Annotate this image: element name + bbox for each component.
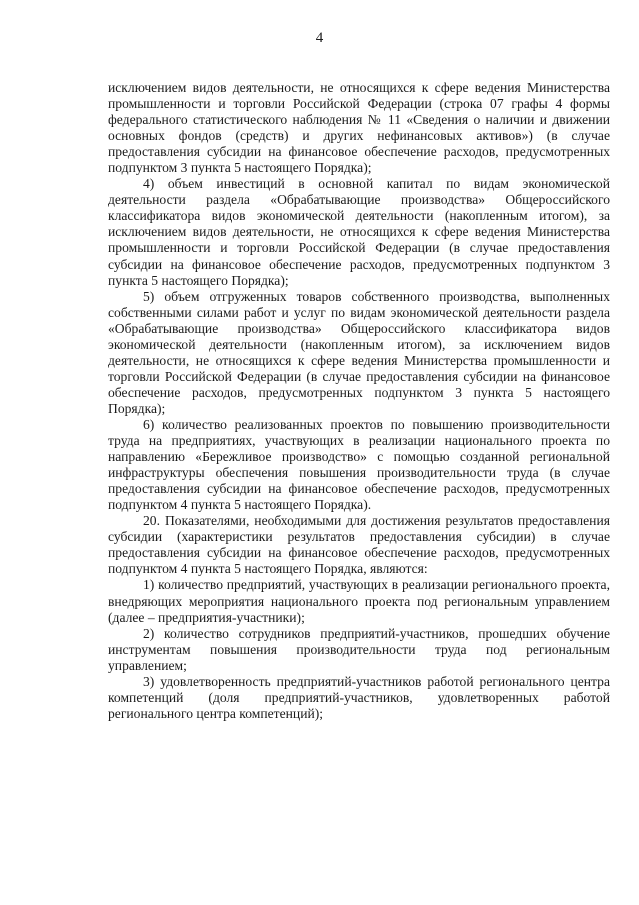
- paragraph-indicator-3: 3) удовлетворенность предприятий-участников работой регионального центра компетенций (доля предприятий-участников, удовлетворенных работой регионального центра компетенций);: [108, 673, 610, 721]
- paragraph-item-4: 4) объем инвестиций в основной капитал по видам экономической деятельности раздела «Обрабатывающие производства» Общероссийского классификатора видов экономической деятельности (накопленным итогом), за исключением видов деятельности, не относящихся к сфере ведения Министерства промышленности и торговли Российской Федерации (в случае предоставления субсидии на финансовое обеспечение расходов, предусмотренных подпунктом 3 пункта 5 настоящего Порядка);: [108, 176, 610, 288]
- paragraph-section-20: 20. Показателями, необходимыми для достижения результатов предоставления субсидии (характеристики результатов предоставления субсидии) в случае предоставления субсидии на финансовое обеспечение расходов, предусмотренных подпунктом 4 пункта 5 настоящего Порядка, являются:: [108, 513, 610, 577]
- paragraph-item-5: 5) объем отгруженных товаров собственного производства, выполненных собственными силами работ и услуг по видам экономической деятельности раздела «Обрабатывающие производства» Общероссийского классификатора видов экономической деятельности (накопленным итогом), за исключением видов деятельности, не относящихся к сфере ведения Министерства промышленности и торговли Российской Федерации (в случае предоставления субсидии на финансовое обеспечение расходов, предусмотренных подпунктом 3 пункта 5 настоящего Порядка);: [108, 288, 610, 416]
- paragraph-indicator-1: 1) количество предприятий, участвующих в реализации регионального проекта, внедряющих мероприятия национального проекта под региональным управлением (далее – предприятия-участники);: [108, 577, 610, 625]
- page-number: 4: [315, 30, 324, 46]
- document-body: [108, 80, 610, 722]
- paragraph-continuation: исключением видов деятельности, не относящихся к сфере ведения Министерства промышленности и торговли Российской Федерации (строка 07 графы 4 формы федерального статистического наблюдения № 11 «Сведения о наличии и движении основных фондов (средств) и других нефинансовых активов») (в случае предоставления субсидии на финансовое обеспечение расходов, предусмотренных подпунктом 3 пункта 5 настоящего Порядка);: [108, 80, 610, 176]
- paragraph-indicator-2: 2) количество сотрудников предприятий-участников, прошедших обучение инструментам повышения производительности труда под региональным управлением;: [108, 625, 610, 673]
- paragraph-item-6: 6) количество реализованных проектов по повышению производительности труда на предприятиях, участвующих в реализации национального проекта по направлению «Бережливое производство» с помощью созданной региональной инфраструктуры обеспечения повышения производительности труда (в случае предоставления субсидии на финансовое обеспечение расходов, предусмотренных подпунктом 4 пункта 5 настоящего Порядка).: [108, 416, 610, 513]
